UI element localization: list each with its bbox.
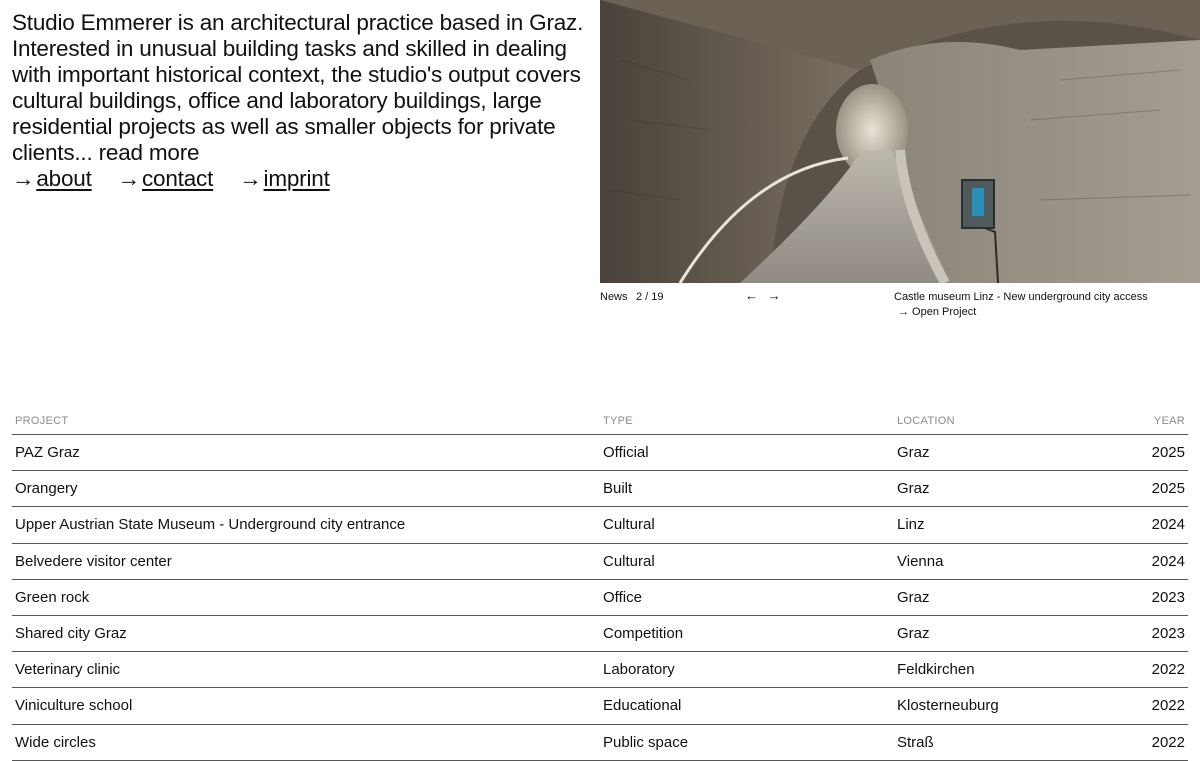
hero-image[interactable] — [600, 0, 1200, 283]
slide-caption — [894, 290, 1194, 320]
cell-type: Laboratory — [603, 661, 675, 679]
intro-text: Studio Emmerer is an architectural practice based in Graz. Interested in unusual building tasks and skilled in dealing with important historical context, the studio's output covers cultural buildings, office and laboratory buildings, large residential projects as well as smaller objects for private clients... — [12, 10, 584, 165]
cell-year: 2024 — [1151, 552, 1185, 570]
table-row[interactable] — [12, 616, 1188, 652]
cell-location: Linz — [897, 516, 925, 534]
cell-year: 2023 — [1151, 625, 1185, 643]
cell-year: 2025 — [1151, 480, 1185, 498]
slide-title: Castle museum Linz - New underground city access — [894, 291, 1148, 303]
cell-location: Graz — [897, 625, 930, 643]
table-row[interactable] — [12, 471, 1188, 507]
intro-block — [12, 10, 587, 192]
cell-project: Belvedere visitor center — [15, 552, 172, 570]
cell-type: Competition — [603, 625, 684, 643]
cell-location: Graz — [897, 444, 930, 462]
slider-nav — [745, 288, 787, 303]
cell-year: 2023 — [1151, 588, 1185, 606]
arrow-right-icon: → — [12, 166, 35, 191]
tunnel-photo — [600, 0, 1200, 283]
cell-year: 2022 — [1151, 697, 1185, 715]
table-row[interactable] — [12, 725, 1188, 761]
arrow-right-icon: → — [239, 166, 262, 191]
cell-location: Straß — [897, 733, 934, 751]
cell-year: 2024 — [1151, 516, 1185, 534]
cell-project: PAZ Graz — [15, 444, 80, 462]
arrow-right-icon: → — [117, 166, 140, 191]
cell-type: Official — [603, 444, 649, 462]
table-header — [12, 408, 1188, 435]
col-header-project[interactable]: PROJECT — [15, 415, 69, 427]
cell-type: Cultural — [603, 552, 655, 570]
read-more-link[interactable]: read more — [98, 140, 200, 165]
cell-location: Klosterneuburg — [897, 697, 999, 715]
cell-project: Veterinary clinic — [15, 661, 121, 679]
intro-links — [12, 166, 587, 192]
cell-project: Orangery — [15, 480, 78, 498]
cell-location: Feldkirchen — [897, 661, 975, 679]
cell-location: Graz — [897, 588, 930, 606]
cell-project: Green rock — [15, 588, 90, 606]
table-row[interactable] — [12, 544, 1188, 580]
table-row[interactable] — [12, 435, 1188, 471]
about-link[interactable]: →about — [12, 166, 92, 191]
cell-year: 2025 — [1151, 444, 1185, 462]
cell-project: Shared city Graz — [15, 625, 127, 643]
cell-type: Office — [603, 588, 642, 606]
cell-project: Wide circles — [15, 733, 96, 751]
cell-type: Cultural — [603, 516, 655, 534]
slide-counter: 2 / 19 — [636, 291, 664, 303]
projects-table — [12, 408, 1188, 761]
cell-type: Educational — [603, 697, 682, 715]
cell-year: 2022 — [1151, 661, 1185, 679]
cell-type: Built — [603, 480, 633, 498]
cell-location: Graz — [897, 480, 930, 498]
open-project-link[interactable]: → Open Project — [898, 306, 977, 318]
cell-project: Viniculture school — [15, 697, 133, 715]
arrow-right-icon[interactable]: → — [767, 288, 781, 303]
arrow-left-icon[interactable]: ← — [745, 288, 758, 303]
cell-project: Upper Austrian State Museum - Underground city entrance — [15, 516, 406, 534]
col-header-location[interactable]: LOCATION — [897, 415, 955, 427]
slider-caption-bar — [600, 290, 1200, 330]
imprint-link[interactable]: →imprint — [239, 166, 330, 191]
table-row[interactable] — [12, 652, 1188, 688]
cell-year: 2022 — [1151, 733, 1185, 751]
contact-link[interactable]: →contact — [117, 166, 214, 191]
table-row[interactable] — [12, 580, 1188, 616]
col-header-year[interactable]: YEAR — [1153, 415, 1185, 427]
cell-type: Public space — [603, 733, 689, 751]
table-row[interactable] — [12, 688, 1188, 724]
news-label: News — [600, 291, 628, 303]
table-row[interactable] — [12, 507, 1188, 543]
col-header-type[interactable]: TYPE — [603, 415, 633, 427]
cell-location: Vienna — [897, 552, 944, 570]
